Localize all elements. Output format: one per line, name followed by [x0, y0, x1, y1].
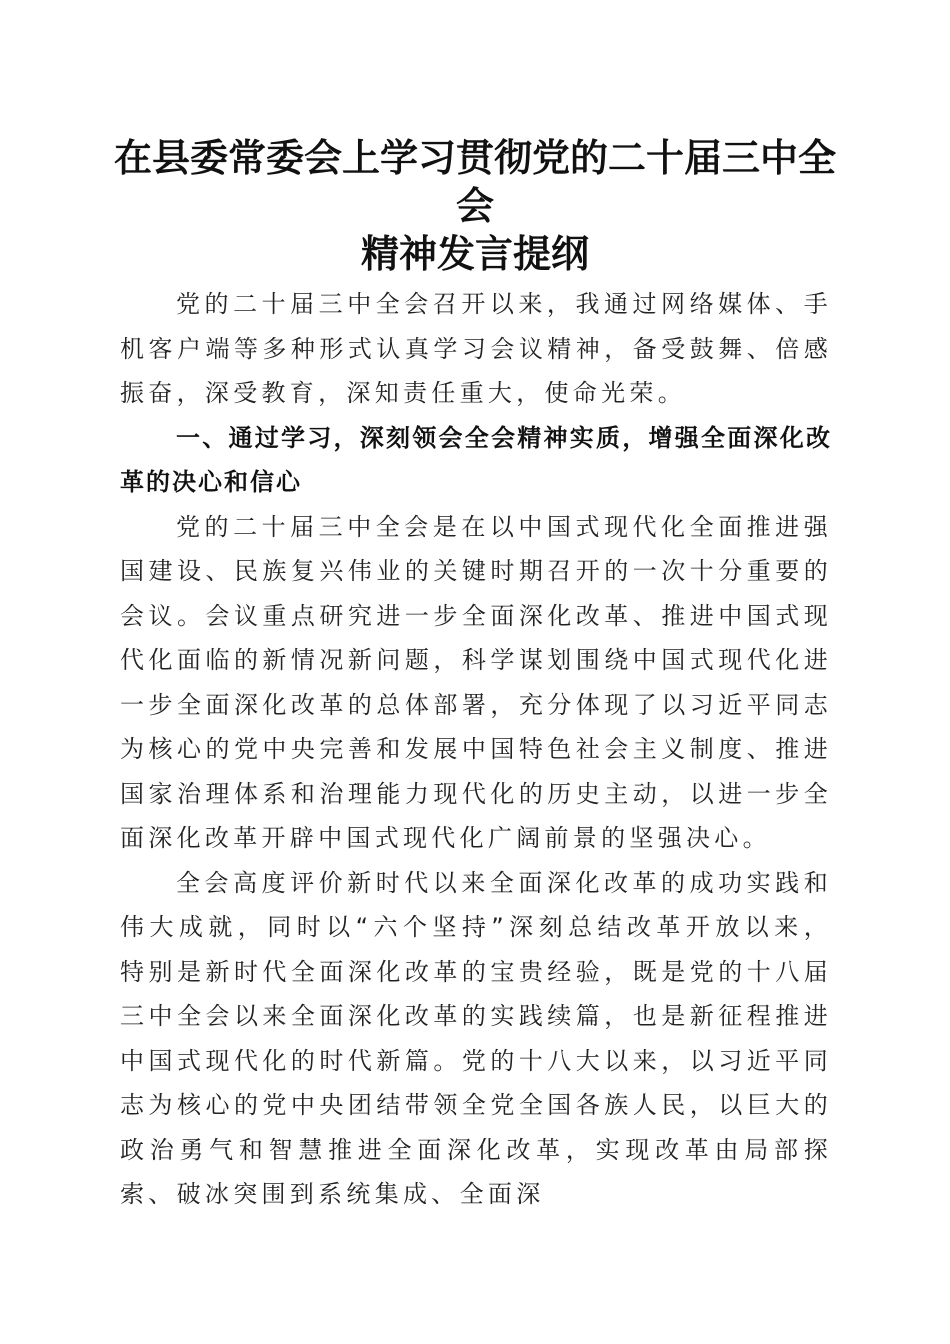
intro-paragraph: 党的二十届三中全会召开以来，我通过网络媒体、手机客户端等多种形式认真学习会议精神，备受鼓舞、倍感振奋，深受教育，深知责任重大，使命光荣。 — [120, 290, 832, 407]
section-1-heading: 一、通过学习，深刻领会全会精神实质，增强全面深化改革的决心和信心 — [120, 423, 832, 496]
title-line-1: 在县委常委会上学习贯彻党的二十届三中全会 — [113, 135, 836, 228]
title-line-2: 精神发言提纲 — [360, 231, 589, 276]
document-body — [120, 282, 832, 1217]
document-title — [100, 134, 850, 278]
section-1-paragraph-2: 全会高度评价新时代以来全面深化改革的成功实践和伟大成就，同时以“六个坚持”深刻总结改革开放以来，特别是新时代全面深化改革的宝贵经验，既是党的十八届三中全会以来全面深化改革的实践续篇，也是新征程推进中国式现代化的时代新篇。党的十八大以来，以习近平同志为核心的党中央团结带领全党全国各族人民，以巨大的政治勇气和智慧推进全面深化改革，实现改革由局部探索、破冰突围到系统集成、全面深 — [120, 868, 832, 1208]
section-1-paragraph-1: 党的二十届三中全会是在以中国式现代化全面推进强国建设、民族复兴伟业的关键时期召开的一次十分重要的会议。会议重点研究进一步全面深化改革、推进中国式现代化面临的新情况新问题，科学谋划围绕中国式现代化进一步全面深化改革的总体部署，充分体现了以习近平同志为核心的党中央完善和发展中国特色社会主义制度、推进国家治理体系和治理能力现代化的历史主动，以进一步全面深化改革开辟中国式现代化广阔前景的坚强决心。 — [120, 512, 832, 852]
